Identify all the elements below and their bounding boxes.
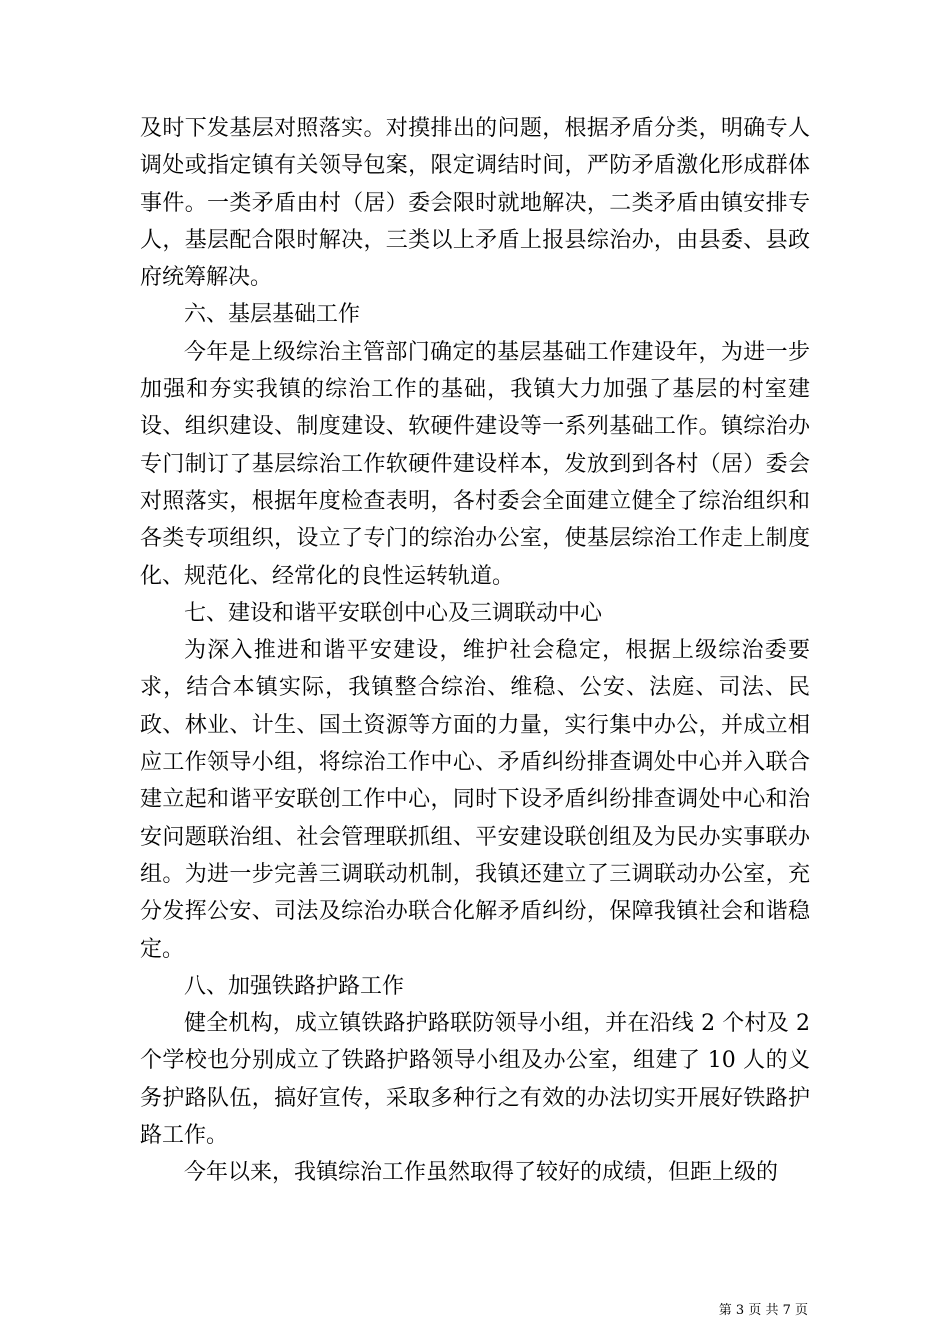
paragraph-railway: 健全机构，成立镇铁路护路联防领导小组，并在沿线 2 个村及 2 个学校也分别成立了铁路护路领导小组及办公室，组建了 10 人的义务护路队伍，搞好宣传，采取多种行之有效的办法切实开展好铁路护路工作。 — [140, 1011, 810, 1149]
paragraph-summary: 今年以来，我镇综治工作虽然取得了较好的成绩，但距上级的 — [184, 1160, 779, 1186]
document-body — [140, 110, 810, 1192]
section-heading-railway: 八、加强铁路护路工作 — [184, 973, 405, 999]
paragraph-center: 为深入推进和谐平安建设，维护社会稳定，根据上级综治委要求，结合本镇实际，我镇整合综治、维稳、公安、法庭、司法、民政、林业、计生、国土资源等方面的力量，实行集中办公，并成立相应工作领导小组，将综治工作中心、矛盾纠纷排查调处中心并入联合建立起和谐平安联创工作中心，同时下设矛盾纠纷排查调处中心和治安问题联治组、社会管理联抓组、平安建设联创组及为民办实事联办组。为进一步完善三调联动机制，我镇还建立了三调联动办公室，充分发挥公安、司法及综治办联合化解矛盾纠纷，保障我镇社会和谐稳定。 — [140, 638, 810, 962]
paragraph-grassroots: 今年是上级综治主管部门确定的基层基础工作建设年，为进一步加强和夯实我镇的综治工作的基础，我镇大力加强了基层的村室建设、组织建设、制度建设、软硬件建设等一系列基础工作。镇综治办专门制订了基层综治工作软硬件建设样本，发放到到各村（居）委会对照落实，根据年度检查表明，各村委会全面建立健全了综治组织和各类专项组织，设立了专门的综治办公室，使基层综治工作走上制度化、规范化、经常化的良性运转轨道。 — [140, 339, 810, 589]
section-heading-center: 七、建设和谐平安联创中心及三调联动中心 — [184, 600, 603, 626]
page-number: 第 3 页 共 7 页 — [718, 1303, 808, 1318]
paragraph-continuation: 及时下发基层对照落实。对摸排出的问题，根据矛盾分类，明确专人调处或指定镇有关领导包案，限定调结时间，严防矛盾激化形成群体事件。一类矛盾由村（居）委会限时就地解决，二类矛盾由镇安排专人，基层配合限时解决，三类以上矛盾上报县综治办，由县委、县政府统筹解决。 — [140, 116, 810, 291]
section-heading-grassroots: 六、基层基础工作 — [184, 302, 361, 328]
